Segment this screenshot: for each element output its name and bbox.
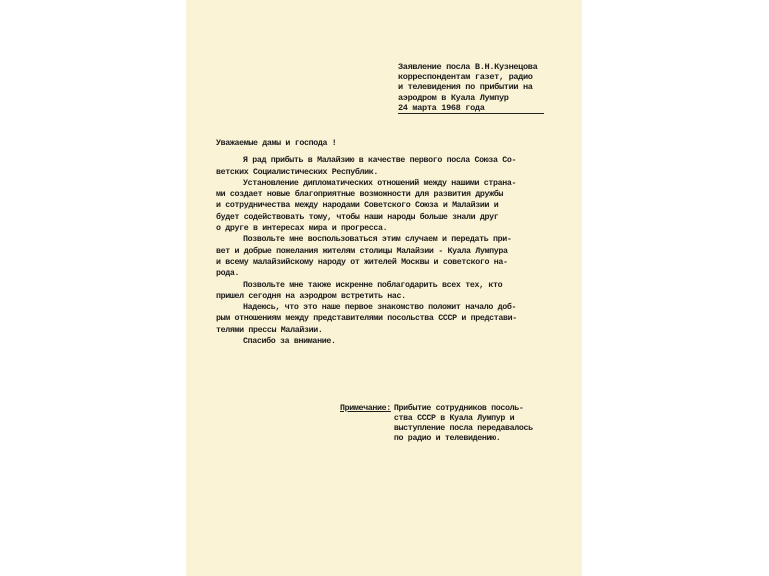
body-line: и сотрудничества между народами Советского Союза и Малайзии и — [216, 201, 499, 211]
body-line: Позвольте мне воспользоваться этим случаем и передать при- — [243, 235, 512, 245]
body-line: о друге в интересах мира и прогресса. — [216, 224, 388, 234]
footnote-line: выступление посла передавалось — [393, 424, 533, 433]
footnote — [340, 404, 570, 444]
body-line: вет и добрые пожелания жителям столицы Малайзии - Куала Лумпура — [216, 246, 508, 256]
salutation: Уважаемые дамы и господа ! — [216, 139, 337, 148]
footnote-line: Прибытие сотрудников посоль- — [393, 404, 524, 413]
document-body — [216, 138, 566, 347]
footnote-label: Примечание: — [340, 404, 391, 413]
body-line: рода. — [216, 269, 240, 279]
body-line: ми создает новые благоприятные возможности для развития дружбы — [216, 190, 503, 200]
body-line: рым отношениям между представителями посольства СССР и представи- — [216, 314, 517, 324]
header-line: аэродром в Куала Лумпур — [398, 92, 509, 103]
body-line: и всему малайзийскому народу от жителей Москвы и советского на- — [216, 257, 508, 267]
body-line: пришел сегодня на аэродром встретить нас. — [216, 291, 406, 301]
body-line: ветских Социалистических Республик. — [216, 167, 379, 177]
body-line: будет содействовать тому, чтобы наши народы больше знали друг — [216, 212, 499, 222]
header-line: Заявление посла В.Н.Кузнецова — [398, 62, 538, 72]
body-line: Установление дипломатических отношений между нашими страна- — [243, 178, 517, 188]
footnote-line: ства СССР в Куала Лумпур и — [393, 414, 515, 423]
body-line: телями прессы Малайзии. — [216, 325, 323, 335]
header-line: и телевидения по прибытии на — [398, 82, 533, 93]
body-line: Надеюсь, что это наше первое знакомство положит начало доб- — [243, 303, 517, 313]
body-line: Я рад прибыть в Малайзию в качестве первого посла Союза Со- — [243, 156, 517, 166]
footnote-line: по радио и телевидению. — [393, 434, 501, 443]
header-date: 24 марта 1968 года — [398, 103, 544, 114]
document-header — [398, 62, 578, 114]
document-page — [186, 0, 582, 576]
closing-line: Спасибо за внимание. — [243, 337, 336, 347]
body-line: Позвольте мне также искренне поблагодарить всех тех, кто — [243, 280, 503, 290]
header-line: корреспондентам газет, радио — [398, 72, 533, 83]
